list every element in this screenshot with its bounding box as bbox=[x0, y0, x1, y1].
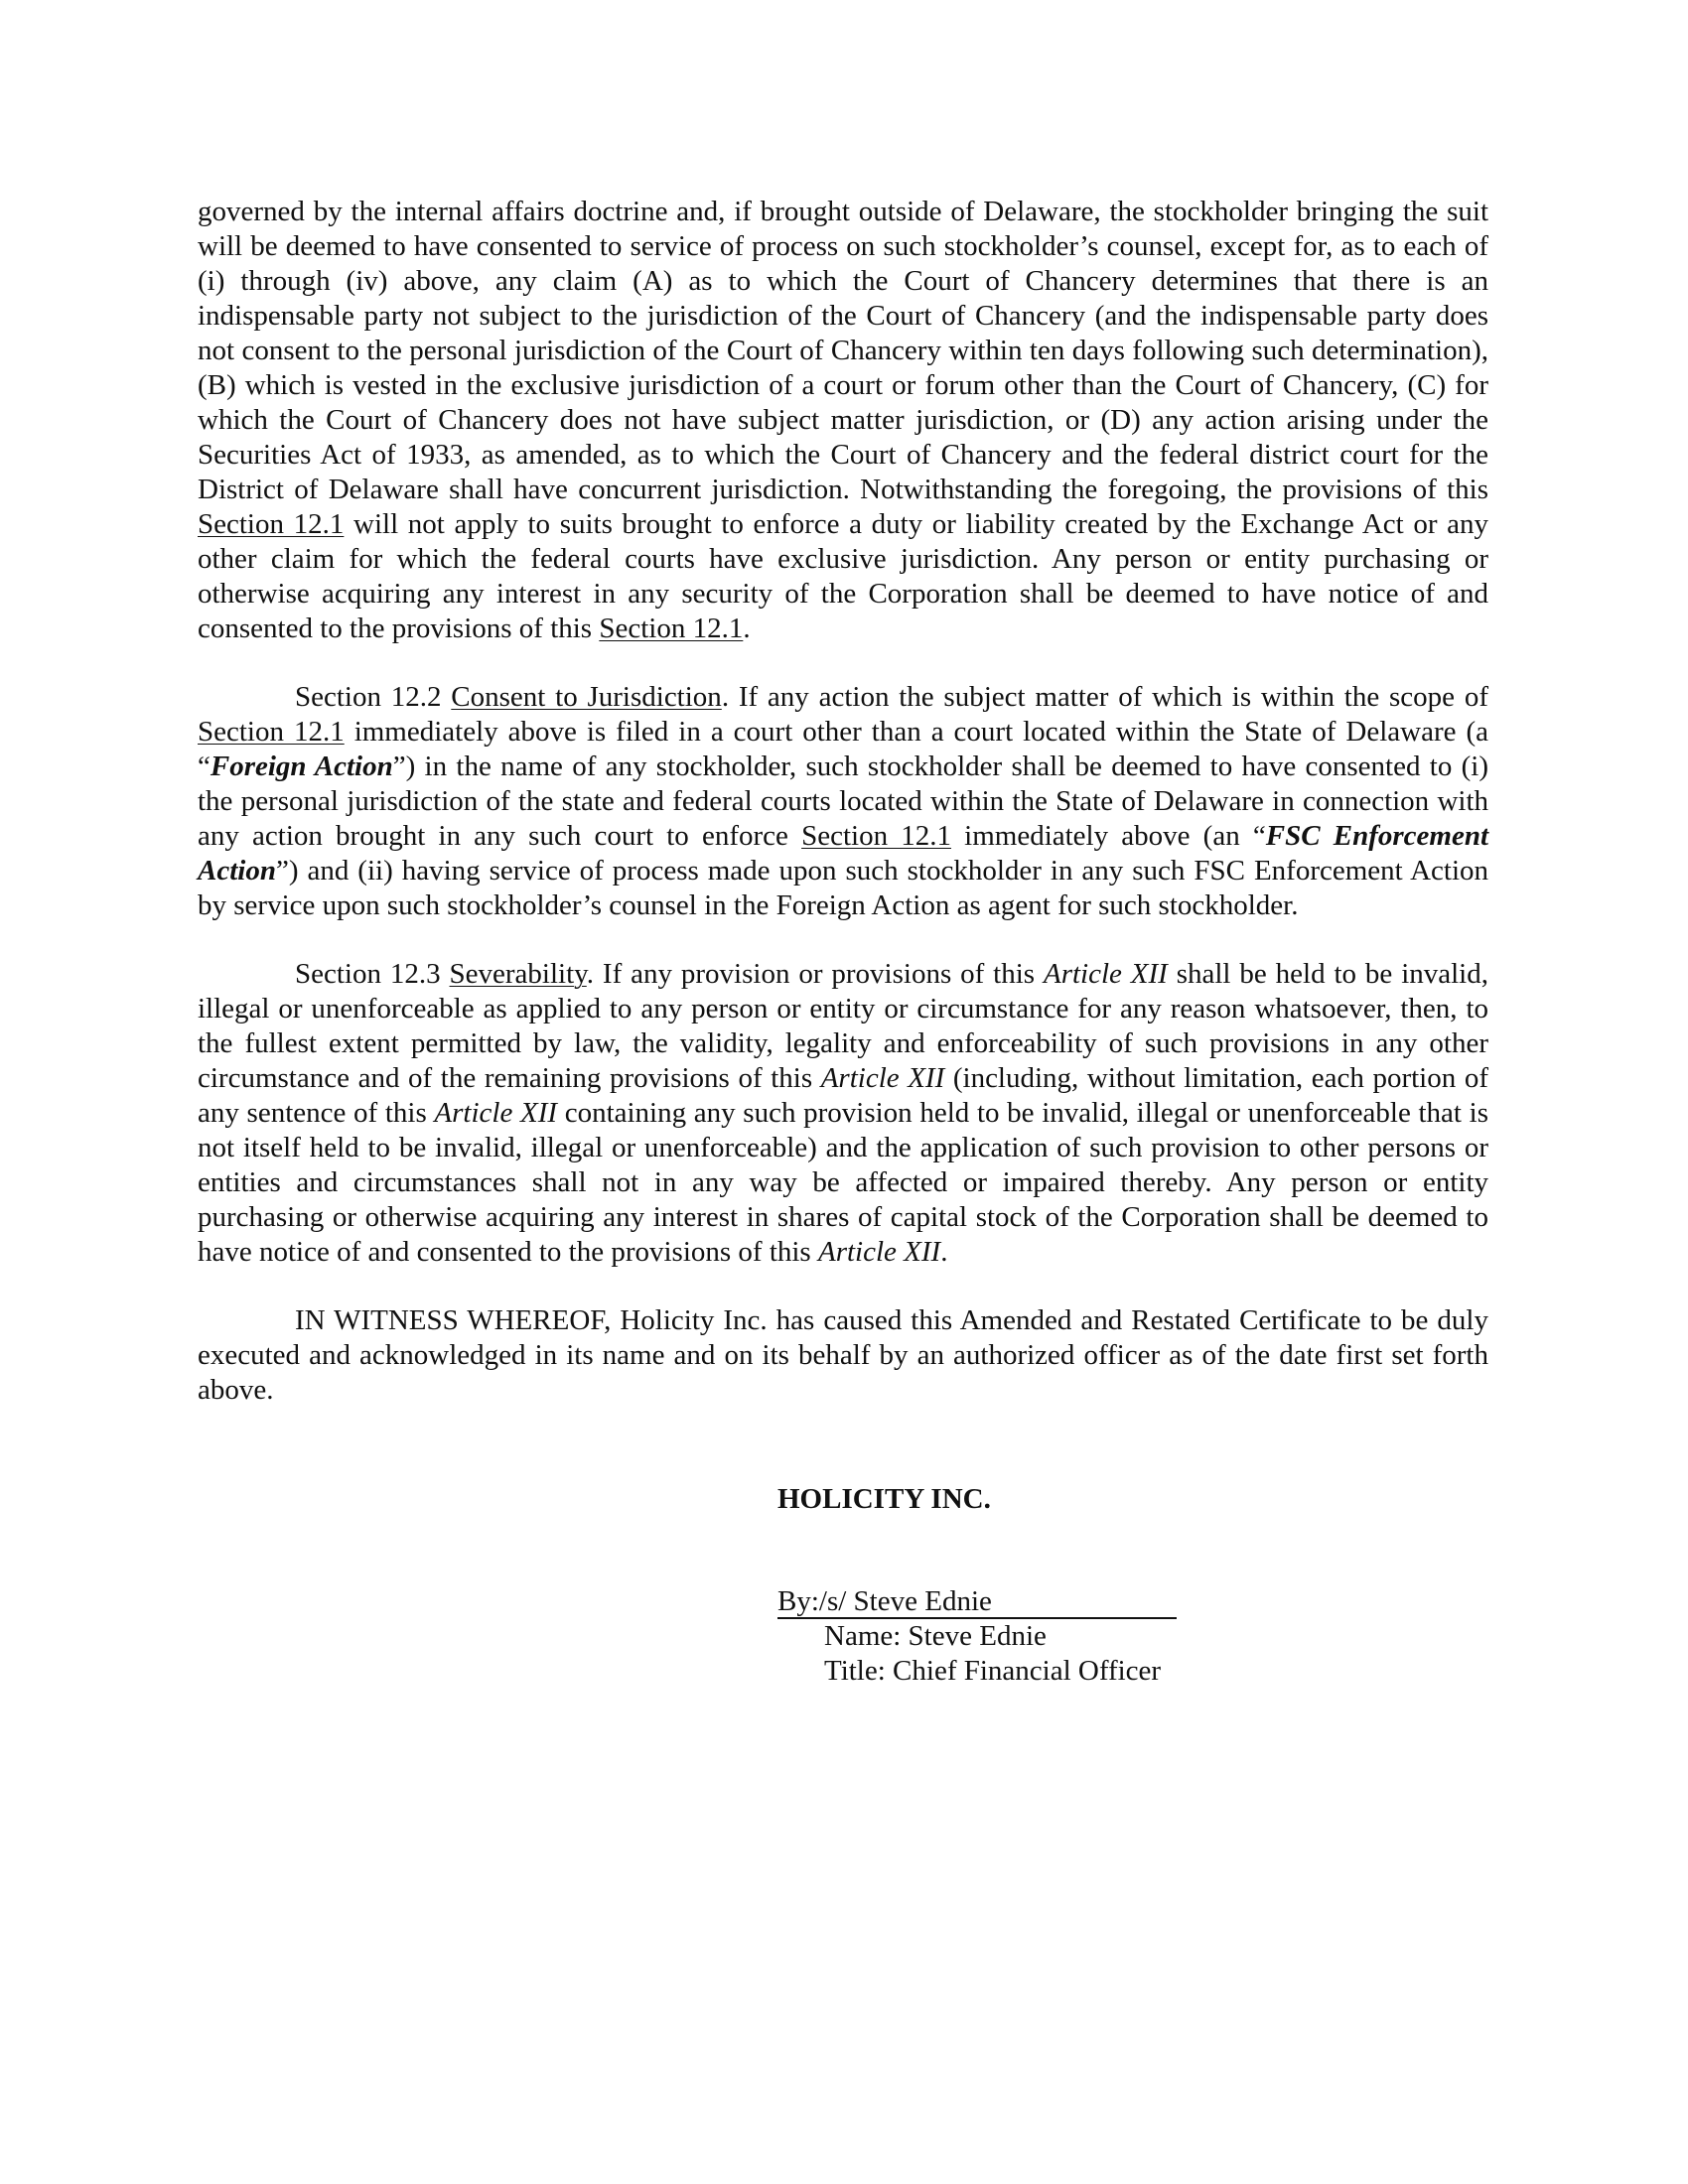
text: . bbox=[940, 1236, 948, 1268]
text: . bbox=[743, 613, 751, 644]
text: immediately above is filed in a court other than a court located within the State of Delaware (a “ bbox=[198, 716, 1488, 782]
signatory-name: Name: Steve Ednie bbox=[824, 1620, 1047, 1652]
text: . If any action the subject matter of which is within the scope of bbox=[721, 681, 1488, 713]
section-reference: Section 12.1 bbox=[801, 820, 951, 852]
text: ”) in the name of any stockholder, such stockholder shall be deemed to have consented to (i) the personal jurisdiction of the state and federal courts located within the State of Delaware in connection with any action brought in any such court to enforce bbox=[198, 751, 1488, 852]
article-reference: Article XII bbox=[820, 1062, 945, 1094]
section-reference: Section 12.1 bbox=[198, 716, 345, 748]
paragraph-in-witness: IN WITNESS WHEREOF, Holicity Inc. has caused this Amended and Restated Certificate to be duly executed and acknowledged in its name and on its behalf by an authorized officer as of the date first set forth above. bbox=[198, 1304, 1488, 1406]
signature-block bbox=[777, 1585, 1177, 1689]
text: containing any such provision held to be invalid, illegal or unenforceable that is not itself held to be invalid, illegal or unenforceable) and the application of such provision to other persons or entities and circumstances shall not in any way be affected or impaired thereby. Any person or entity purchasing or otherwise acquiring any interest in shares of capital stock of the Corporation shall be deemed to have notice of and consented to the provisions of this bbox=[198, 1097, 1488, 1268]
signature-by-line: By:/s/ Steve Ednie bbox=[777, 1585, 1177, 1619]
article-reference: Article XII bbox=[1043, 958, 1168, 990]
text: (including, without limitation, each portion of any sentence of this bbox=[198, 1062, 1488, 1129]
text: immediately above (an “ bbox=[950, 820, 1266, 852]
text: . If any provision or provisions of this bbox=[586, 958, 1044, 990]
signatory-title: Title: Chief Financial Officer bbox=[824, 1655, 1162, 1687]
paragraph-forum-continuation bbox=[198, 195, 1488, 646]
text: governed by the internal affairs doctrine and, if brought outside of Delaware, the stockholder bringing the suit will be deemed to have consented to service of process on such stockholder’s counsel, except for, as to each of (i) through (iv) above, any claim (A) as to which the Court of Chancery determines that there is an indispensable party not subject to the jurisdiction of the Court of Chancery (and the indispensable party does not consent to the personal jurisdiction of the Court of Chancery within ten days following such determination), (B) which is vested in the exclusive jurisdiction of a court or forum other than the Court of Chancery, (C) for which the Court of Chancery does not have subject matter jurisdiction, or (D) any action arising under the Securities Act of 1933, as amended, as to which the Court of Chancery and the federal district court for the District of Delaware shall have concurrent jurisdiction. Notwithstanding the foregoing, the provisions of this bbox=[198, 196, 1488, 505]
section-reference: Section 12.1 bbox=[198, 508, 345, 540]
section-heading: Severability bbox=[449, 958, 587, 990]
text: shall be held to be invalid, illegal or unenforceable as applied to any person or entity or circumstance for any reason whatsoever, then, to the fullest extent permitted by law, the validity, legality and enforceability of such provisions in any other circumstance and of the remaining provisions of this bbox=[198, 958, 1488, 1094]
paragraph-section-12-2 bbox=[198, 680, 1488, 923]
article-reference: Article XII bbox=[434, 1097, 558, 1129]
article-reference: Article XII bbox=[817, 1236, 941, 1268]
section-reference: Section 12.1 bbox=[599, 613, 744, 644]
defined-term: Foreign Action bbox=[210, 751, 393, 782]
defined-term: FSC Enforcement Action bbox=[198, 820, 1488, 887]
company-name: HOLICITY INC. bbox=[777, 1483, 991, 1515]
text: ”) and (ii) having service of process made upon such stockholder in any such FSC Enforcement Action by service upon such stockholder’s counsel in the Foreign Action as agent for such stockholder. bbox=[198, 855, 1488, 921]
text: Section 12.3 bbox=[295, 958, 450, 990]
paragraph-section-12-3 bbox=[198, 957, 1488, 1270]
text: Section 12.2 bbox=[295, 681, 452, 713]
text: will not apply to suits brought to enforce a duty or liability created by the Exchange Act or any other claim for which the federal courts have exclusive jurisdiction. Any person or entity purchasing or otherwise acquiring any interest in any security of the Corporation shall be deemed to have notice of and consented to the provisions of this bbox=[198, 508, 1488, 644]
document-body bbox=[198, 195, 1488, 1408]
section-heading: Consent to Jurisdiction bbox=[451, 681, 722, 713]
